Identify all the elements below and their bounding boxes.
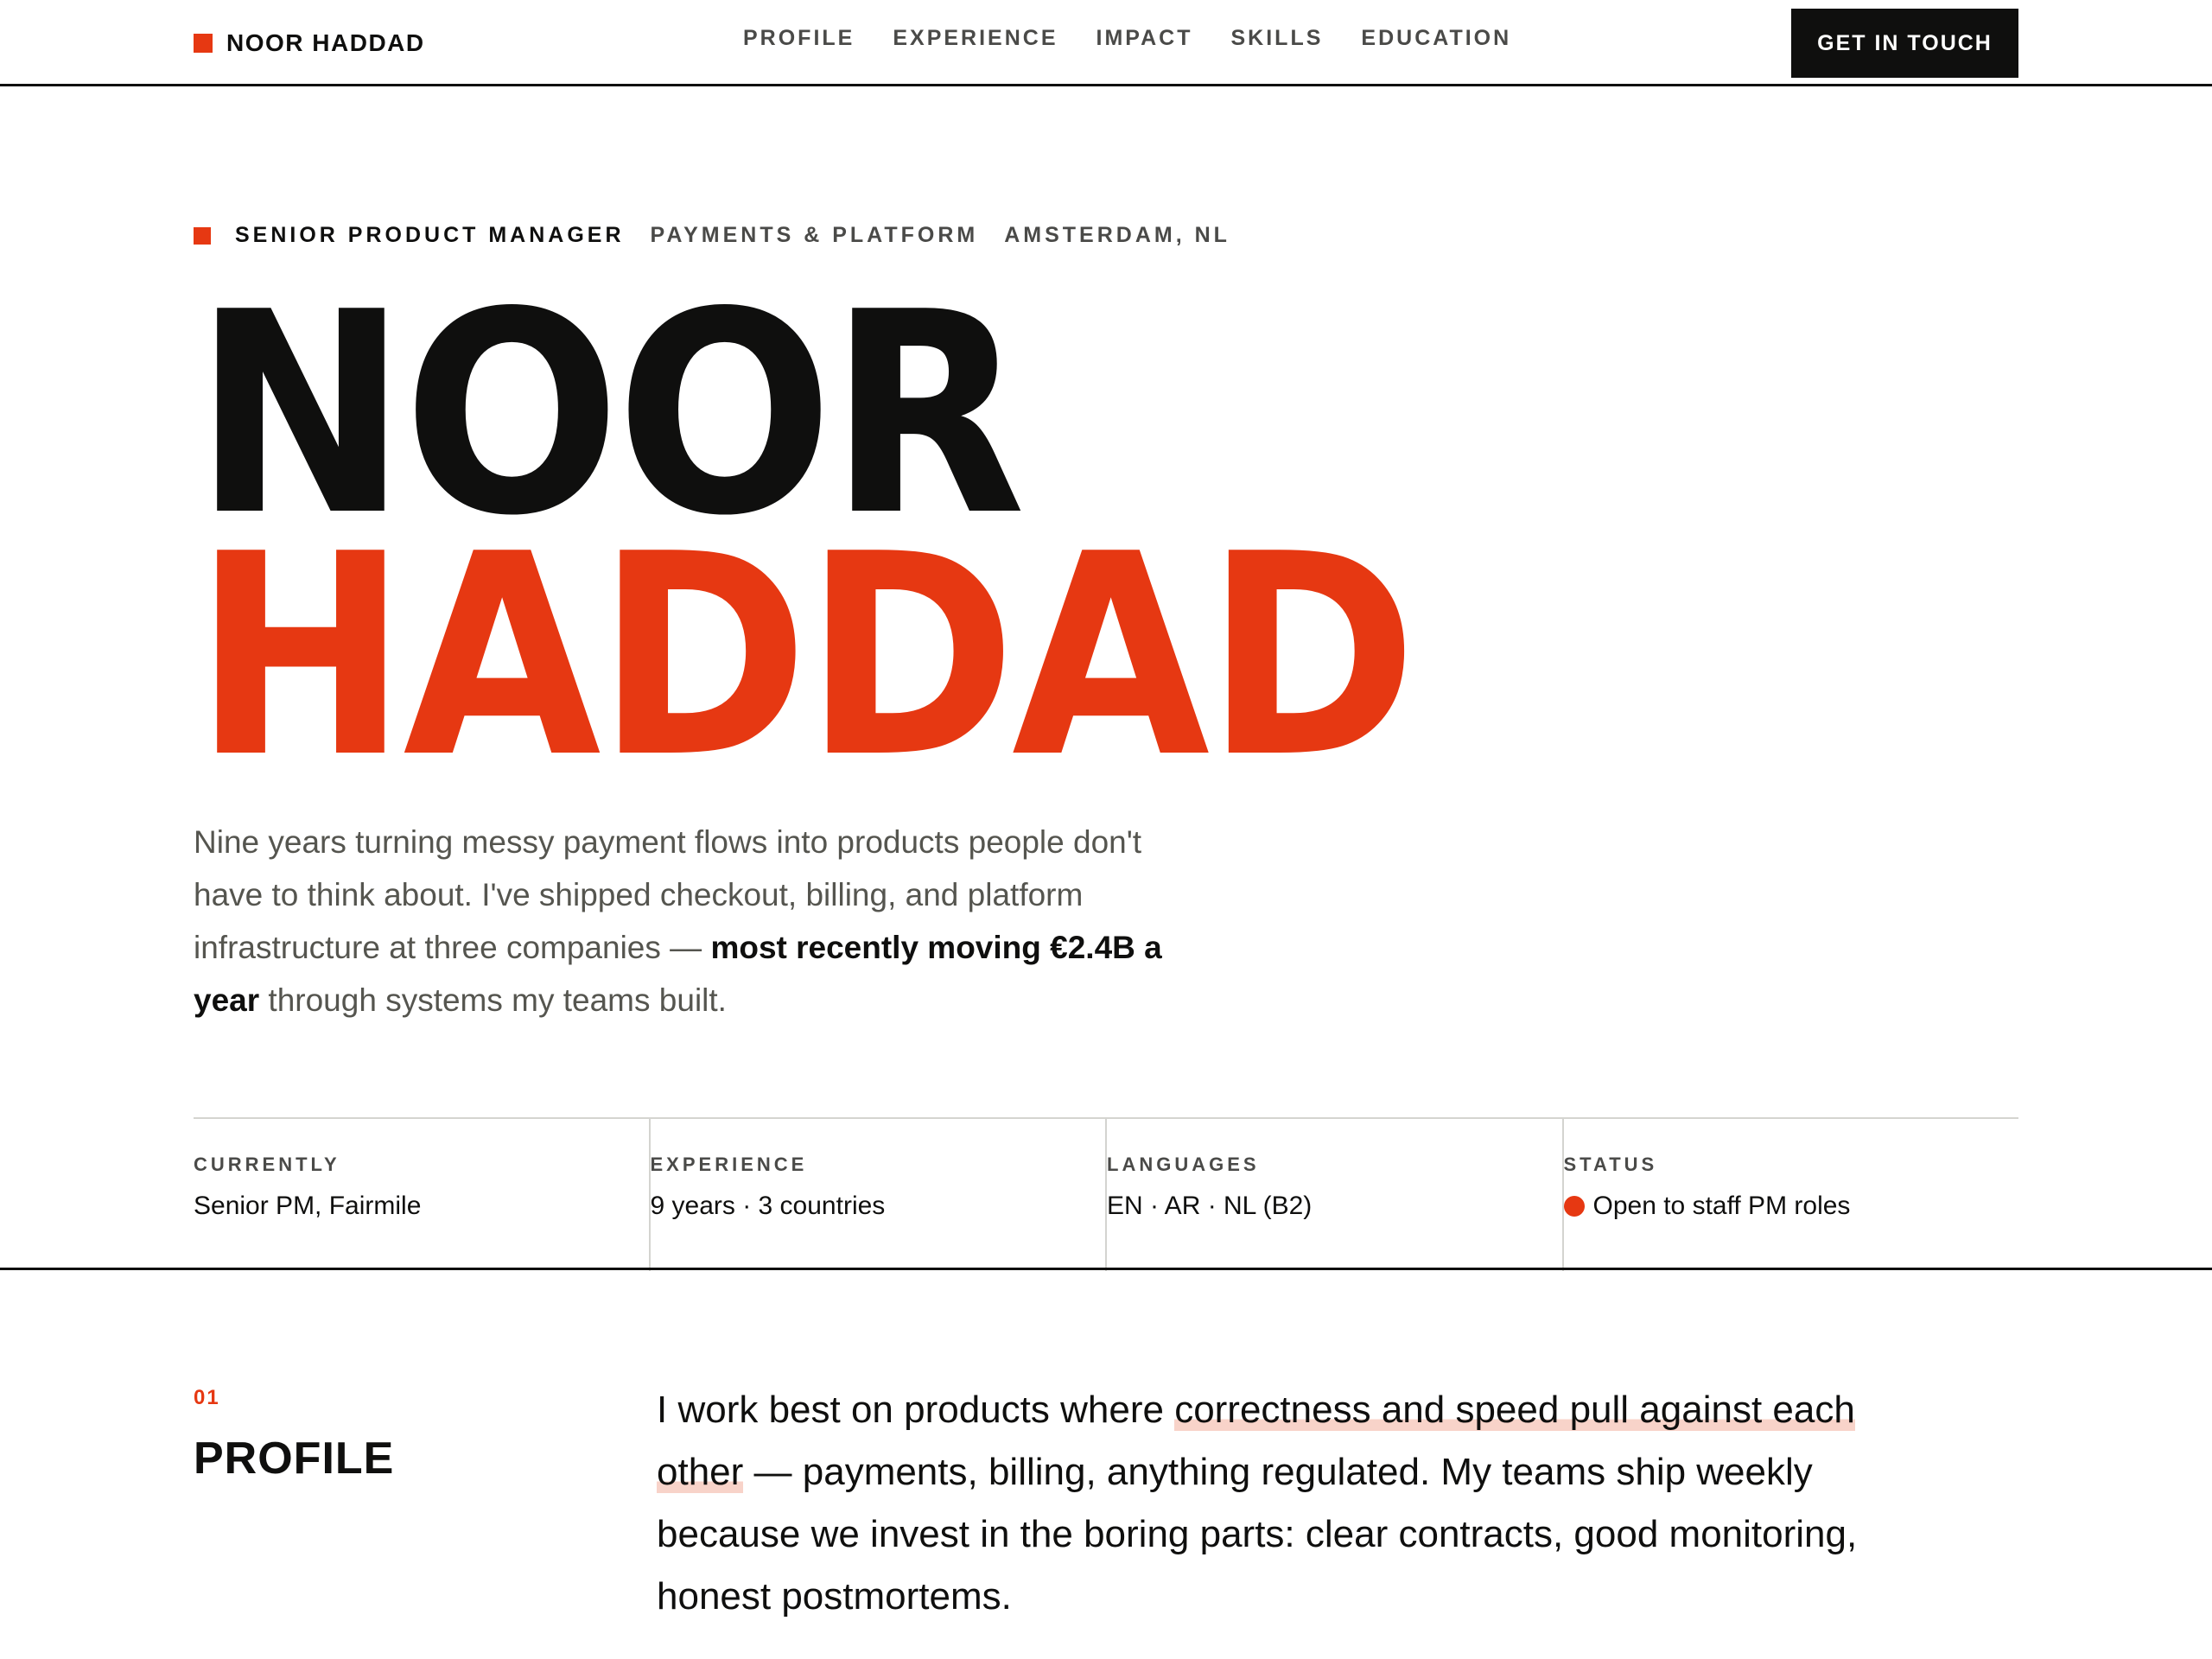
section-number: 01 [194, 1386, 220, 1409]
stat-value-row [1564, 1192, 2019, 1221]
stat-label: EXPERIENCE [650, 1154, 808, 1175]
profile-text-start: I work best on products where [657, 1389, 1175, 1431]
profile-highlight: correctness and speed pull against each other [657, 1389, 1855, 1493]
stat-value: Senior PM, Fairmile [194, 1192, 422, 1220]
accent-square-icon [194, 227, 211, 245]
hero-intro [194, 816, 1179, 1027]
hero-first-name: NOOR [194, 252, 1021, 576]
nav-link-experience[interactable]: EXPERIENCE [893, 26, 1058, 50]
intro-highlight: most recently moving €2.4B a year [194, 930, 1162, 1018]
nav-link-profile[interactable]: PROFILE [743, 26, 855, 50]
hero-last-name: HADDAD [194, 494, 1414, 818]
stat-currently [194, 1119, 649, 1271]
nav-link-skills[interactable]: SKILLS [1230, 26, 1324, 50]
stat-status [1562, 1119, 2019, 1271]
stat-label: CURRENTLY [194, 1154, 340, 1175]
hero-focus: PAYMENTS & PLATFORM [650, 223, 979, 247]
intro-text: Nine years turning messy payment flows into products people don't have to think about. I've shipped checkout, billing, and platform infrastructure at three companies — [194, 824, 1142, 965]
hero-eyebrow [194, 223, 1256, 248]
stat-value: Open to staff PM roles [1592, 1192, 1851, 1220]
stat-languages [1105, 1119, 1562, 1271]
nav-link-impact[interactable]: IMPACT [1096, 26, 1193, 50]
hero-role: SENIOR PRODUCT MANAGER [235, 223, 625, 247]
main-nav [743, 26, 1549, 51]
brand-link[interactable] [194, 29, 425, 57]
brand-square-icon [194, 34, 213, 53]
stat-label: STATUS [1563, 1154, 1658, 1175]
nav-link-education[interactable]: EDUCATION [1361, 26, 1512, 50]
stat-experience [649, 1119, 1106, 1271]
section-divider [0, 1268, 2212, 1270]
intro-text-end: through systems my teams built. [259, 982, 727, 1018]
stat-value: 9 years · 3 countries [650, 1192, 886, 1220]
status-dot-icon [1564, 1196, 1585, 1217]
stats-row [194, 1117, 2018, 1271]
hero-location: AMSTERDAM, NL [1004, 223, 1230, 247]
section-title: PROFILE [194, 1433, 395, 1484]
profile-text-end: — payments, billing, anything regulated. My teams ship weekly because we invest in the boring parts: clear contracts, good monitoring, honest postmortems. [657, 1451, 1858, 1618]
get-in-touch-button[interactable]: GET IN TOUCH [1791, 9, 2018, 78]
stat-label: LANGUAGES [1107, 1154, 1260, 1175]
hero-name [194, 252, 1414, 818]
site-header [0, 0, 2212, 86]
profile-text [657, 1379, 1866, 1628]
brand-name: NOOR HADDAD [226, 29, 425, 56]
stat-value: EN · AR · NL (B2) [1107, 1192, 1313, 1220]
